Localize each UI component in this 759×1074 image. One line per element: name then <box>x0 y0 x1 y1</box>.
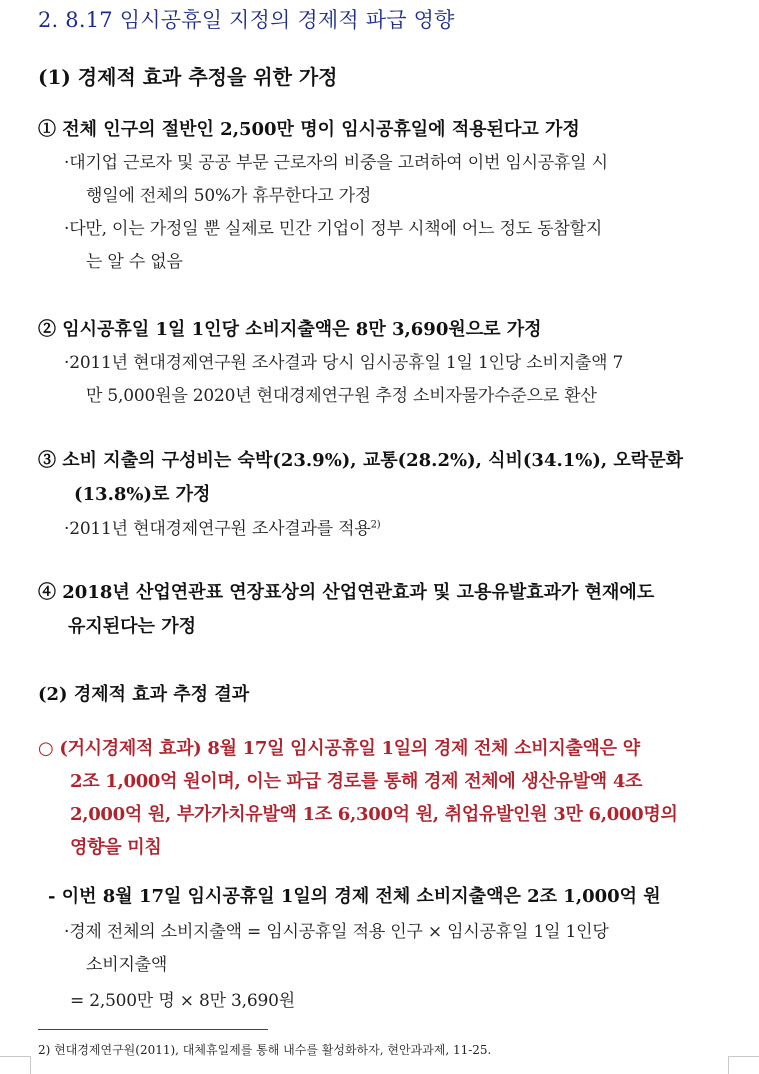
highlight-line: 2,000억 원, 부가가치유발액 1조 6,300억 원, 취업유발인원 3만 6,000명의 <box>70 804 678 825</box>
footnote: 2) 현대경제연구원(2011), 대체휴일제를 통해 내수를 활성화하자, 현안과과제, 11-25. <box>38 1043 492 1057</box>
footnote-rule <box>38 1029 268 1030</box>
assumption-4-heading: ④ 2018년 산업연관표 연장표상의 산업연관효과 및 고용유발효과가 현재에도 <box>38 582 655 603</box>
formula-line: = 2,500만 명 × 8만 3,690원 <box>70 991 295 1011</box>
crop-mark <box>0 1056 30 1057</box>
formula-line: 소비지출액 <box>86 955 168 975</box>
bullet-line: ·2011년 현대경제연구원 조사결과 당시 임시공휴일 1일 1인당 소비지출액 7 <box>64 353 624 373</box>
crop-mark <box>30 1056 31 1074</box>
result-dash-line: - 이번 8월 17일 임시공휴일 1일의 경제 전체 소비지출액은 2조 1,000억 원 <box>48 886 661 907</box>
assumption-3-heading: ③ 소비 지출의 구성비는 숙박(23.9%), 교통(28.2%), 식비(34.1%), 오락문화 <box>38 450 683 471</box>
assumption-4-heading-cont: 유지된다는 가정 <box>68 616 196 637</box>
highlight-line: 2조 1,000억 원이며, 이는 파급 경로를 통해 경제 전체에 생산유발액 4조 <box>70 771 643 792</box>
section-1-heading: (1) 경제적 효과 추정을 위한 가정 <box>38 65 338 89</box>
assumption-1-heading: ① 전체 인구의 절반인 2,500만 명이 임시공휴일에 적용된다고 가정 <box>38 119 580 140</box>
crop-mark <box>728 1056 729 1074</box>
bullet-line: 는 알 수 없음 <box>86 252 183 272</box>
assumption-3-heading-cont: (13.8%)로 가정 <box>74 484 211 505</box>
footnote-ref: 2) <box>370 519 381 531</box>
assumption-2-heading: ② 임시공휴일 1일 1인당 소비지출액은 8만 3,690원으로 가정 <box>38 319 542 340</box>
section-2-heading: (2) 경제적 효과 추정 결과 <box>38 684 250 705</box>
crop-mark <box>729 1056 759 1057</box>
page-title: 2. 8.17 임시공휴일 지정의 경제적 파급 영향 <box>38 8 455 32</box>
bullet-line: 행일에 전체의 50%가 휴무한다고 가정 <box>86 186 372 206</box>
bullet-text: ·2011년 현대경제연구원 조사결과를 적용 <box>64 519 371 539</box>
bullet-line: ·다만, 이는 가정일 뿐 실제로 민간 기업이 정부 시책에 어느 정도 동참할지 <box>64 219 603 239</box>
formula-line: ·경제 전체의 소비지출액 = 임시공휴일 적용 인구 × 임시공휴일 1일 1인당 <box>64 922 609 942</box>
bullet-line <box>64 514 380 539</box>
highlight-line: ○ (거시경제적 효과) 8월 17일 임시공휴일 1일의 경제 전체 소비지출액은 약 <box>38 738 640 759</box>
bullet-line: 만 5,000원을 2020년 현대경제연구원 추정 소비자물가수준으로 환산 <box>86 386 597 406</box>
bullet-line: ·대기업 근로자 및 공공 부문 근로자의 비중을 고려하여 이번 임시공휴일 시 <box>64 153 608 173</box>
highlight-line: 영향을 미침 <box>70 837 162 858</box>
